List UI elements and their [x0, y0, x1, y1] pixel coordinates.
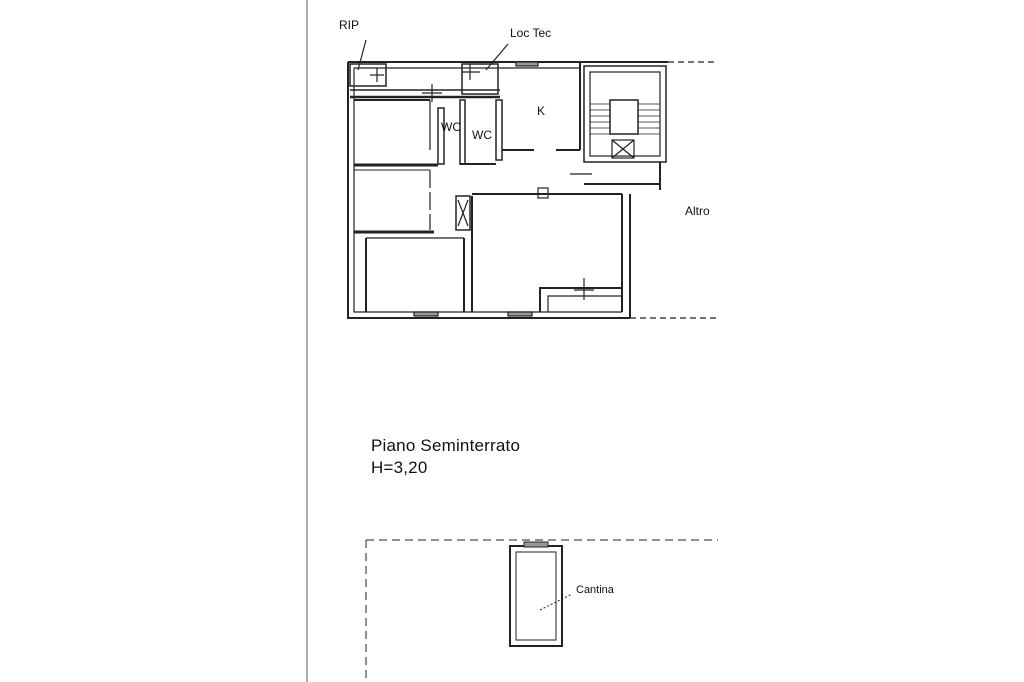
label-wc-1: WC [441, 120, 461, 134]
label-wc-2: WC [472, 128, 492, 142]
loc-tec-leader [486, 44, 508, 70]
window-1 [414, 312, 438, 316]
stair-well [610, 100, 638, 134]
window-top [516, 62, 538, 66]
label-loc-tec: Loc Tec [510, 26, 552, 40]
cantina-plan [366, 540, 718, 682]
cantina-room [510, 546, 562, 646]
cantina-door [524, 542, 548, 547]
cantina-inner [516, 552, 556, 640]
label-cantina: Cantina [576, 584, 614, 596]
window-2 [508, 312, 532, 316]
label-altro: Altro [685, 204, 710, 218]
rip-leader [358, 40, 366, 70]
balcony-inner [548, 296, 622, 312]
stair-treads [590, 104, 660, 134]
floor-height: H=3,20 [371, 458, 428, 477]
stair-inner [590, 72, 660, 156]
outer-wall-inner [354, 68, 622, 312]
floor-title: Piano Seminterrato [371, 436, 521, 455]
wc-wall-left [438, 108, 444, 164]
label-rip: RIP [339, 18, 360, 32]
label-kitchen: K [537, 104, 546, 118]
wc-wall-right [496, 100, 502, 160]
main-plan [348, 40, 718, 318]
balcony [540, 288, 622, 312]
